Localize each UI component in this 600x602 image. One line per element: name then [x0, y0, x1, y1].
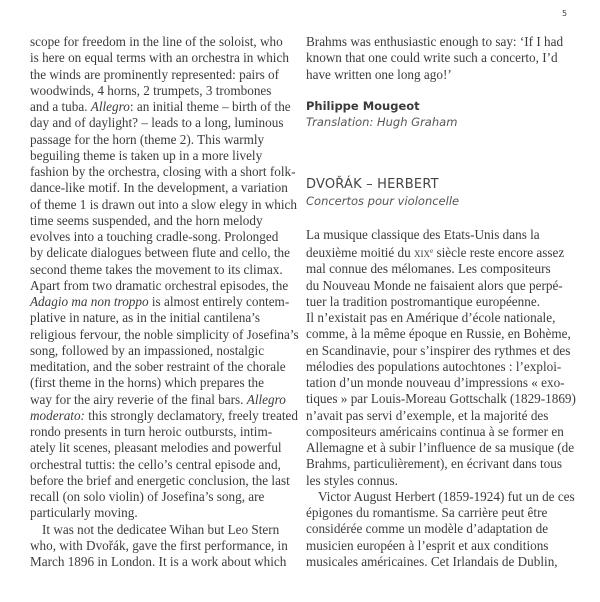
left-column	[30, 34, 298, 570]
author-name: Philippe Mougeot	[306, 98, 420, 113]
text-line: compositeurs américains continua à se former en	[306, 423, 564, 439]
text-line: Brahms, particulièrement), en écrivant dans tous	[306, 456, 562, 472]
text-fragment: : an initial theme – birth of the	[129, 99, 291, 114]
text-line: musicales américaines. Cet Irlandais de Dublin,	[306, 553, 558, 569]
text-line: considérée comme un modèle d’adaptation de	[306, 521, 549, 537]
text-line: ately lit scenes, pleasant melodies and powerful	[30, 440, 282, 456]
text-line: Apart from two dramatic orchestral episodes, the	[30, 277, 289, 293]
text-line: song, followed by an impassioned, nostalgic	[30, 342, 265, 358]
text-line: tuer la tradition postromantique européenne.	[306, 293, 541, 309]
french-body-text	[306, 227, 576, 570]
text-line: les styles connus.	[306, 472, 398, 488]
text-line	[306, 243, 576, 261]
page-number: 5	[562, 9, 568, 18]
tempo-marking-allegro: Allegro	[246, 391, 286, 407]
text-line: tiques » par Louis-Moreau Gottschalk (1829-1869)	[306, 391, 576, 407]
tempo-marking-adagio: Adagio ma non troppo	[30, 294, 149, 309]
text-fragment: is almost entirely contem-	[151, 294, 290, 309]
right-column	[306, 34, 576, 570]
text-line: time seems suspended, and the horn melody	[30, 212, 263, 228]
text-line: comme, à la même époque en Russie, en Bohème,	[306, 326, 571, 342]
text-fragment: deuxième moitié du	[306, 245, 415, 260]
text-line: meditation, and the sober restraint of the chorale	[30, 359, 286, 374]
text-line: evolves into a touching cradle-song. Prolonged	[30, 229, 279, 244]
text-line: woodwinds, 4 horns, 2 trumpets, 3 trombones	[30, 82, 272, 98]
text-line: beguiling theme is taken up in a more lively	[30, 147, 263, 163]
tempo-marking-allegro: Allegro	[90, 99, 130, 114]
translator-credit: Translation: Hugh Graham	[306, 114, 458, 129]
text-fragment: siècle reste encore assez	[433, 245, 565, 260]
text-line	[30, 408, 298, 424]
text-line: particularly moving.	[30, 505, 138, 521]
text-line: before the brief and energetic conclusion, the last	[30, 472, 290, 488]
text-line: religious fervour, the noble simplicity of Josefina’s	[30, 326, 299, 342]
text-line: musicien européen à l’esprit et aux conditions	[306, 537, 549, 553]
text-line: of theme 1 is drawn out into a slow elegy in which	[30, 196, 297, 212]
text-line: It was not the dedicatee Wihan but Leo Stern	[42, 521, 280, 537]
text-line: tation d’un monde nouveau d’impressions « exo-	[306, 375, 565, 390]
text-line: rondo presents in turn heroic outbursts, intim-	[30, 424, 273, 439]
text-fragment: and a tuba.	[30, 99, 88, 114]
text-line: day and of daylight? – leads to a long, luminous	[30, 115, 284, 131]
text-line: dance-like motif. In the development, a variation	[30, 180, 288, 196]
text-line: en Scandinavie, pour s’inspirer des rythmes et des	[306, 342, 571, 358]
text-line: second theme takes the movement to its climax.	[30, 261, 283, 277]
text-line: known that one could write such a concerto, I’d	[306, 50, 558, 66]
text-line: who, with Dvořák, gave the first performance, in	[30, 537, 288, 553]
text-fragment: way for the airy reverie of the final bars.	[30, 391, 244, 407]
section-title: DVOŘÁK – HERBERT	[306, 176, 439, 192]
section-subtitle: Concertos pour violoncelle	[306, 193, 460, 208]
text-line: épigones du romantisme. Sa carrière peut être	[306, 505, 548, 520]
text-line: scope for freedom in the line of the soloist, who	[30, 34, 283, 49]
text-line: have written one long ago!’	[306, 66, 452, 82]
text-line: recall (on solo violin) of Josefina’s song, are	[30, 489, 265, 504]
century-numeral: xix	[414, 245, 431, 260]
text-line	[30, 99, 298, 115]
text-line: (first theme in the horns) which prepares the	[30, 375, 265, 391]
text-line: plative in nature, as in the initial cantilena’s	[30, 310, 260, 326]
text-line: by delicate dialogues between flute and cello, the	[30, 245, 290, 261]
brahms-quote	[306, 34, 576, 83]
text-fragment: this strongly declamatory, freely treated	[88, 407, 298, 423]
text-line: fashion by the orchestra, closing with a short folk-	[30, 164, 296, 179]
text-line: orchestral tuttis: the cello’s central episode and,	[30, 456, 281, 472]
text-line: mélodies des populations autochtones : l’exploi-	[306, 358, 562, 374]
tempo-marking-moderato: moderato:	[30, 407, 85, 423]
text-line	[30, 392, 298, 408]
text-line: du Nouveau Monde ne faisaient alors que perpé-	[306, 277, 563, 293]
text-line: March 1896 in London. It is a work about which	[30, 554, 287, 569]
text-line: n’avait pas servi d’exemple, et la majorité des	[306, 407, 549, 423]
century-superscript: e	[430, 247, 434, 255]
text-line	[30, 294, 298, 310]
text-line: Brahms was enthusiastic enough to say: ‘If I had	[306, 34, 564, 49]
text-line: passage for the horn (theme 2). This warmly	[30, 131, 265, 147]
text-line: La musique classique des Etats-Unis dans la	[306, 226, 540, 242]
text-line: Allemagne et à subir l’influence de sa musique (de	[306, 440, 575, 455]
text-line: is here on equal terms with an orchestra in which	[30, 50, 289, 66]
text-line: Il n’existait pas en Amérique d’école nationale,	[306, 310, 556, 325]
text-line: Victor August Herbert (1859-1924) fut un de ces	[318, 488, 575, 504]
text-line: the winds are prominently represented: pairs of	[30, 66, 280, 82]
text-line: mal connue des mélomanes. Les compositeurs	[306, 261, 551, 277]
